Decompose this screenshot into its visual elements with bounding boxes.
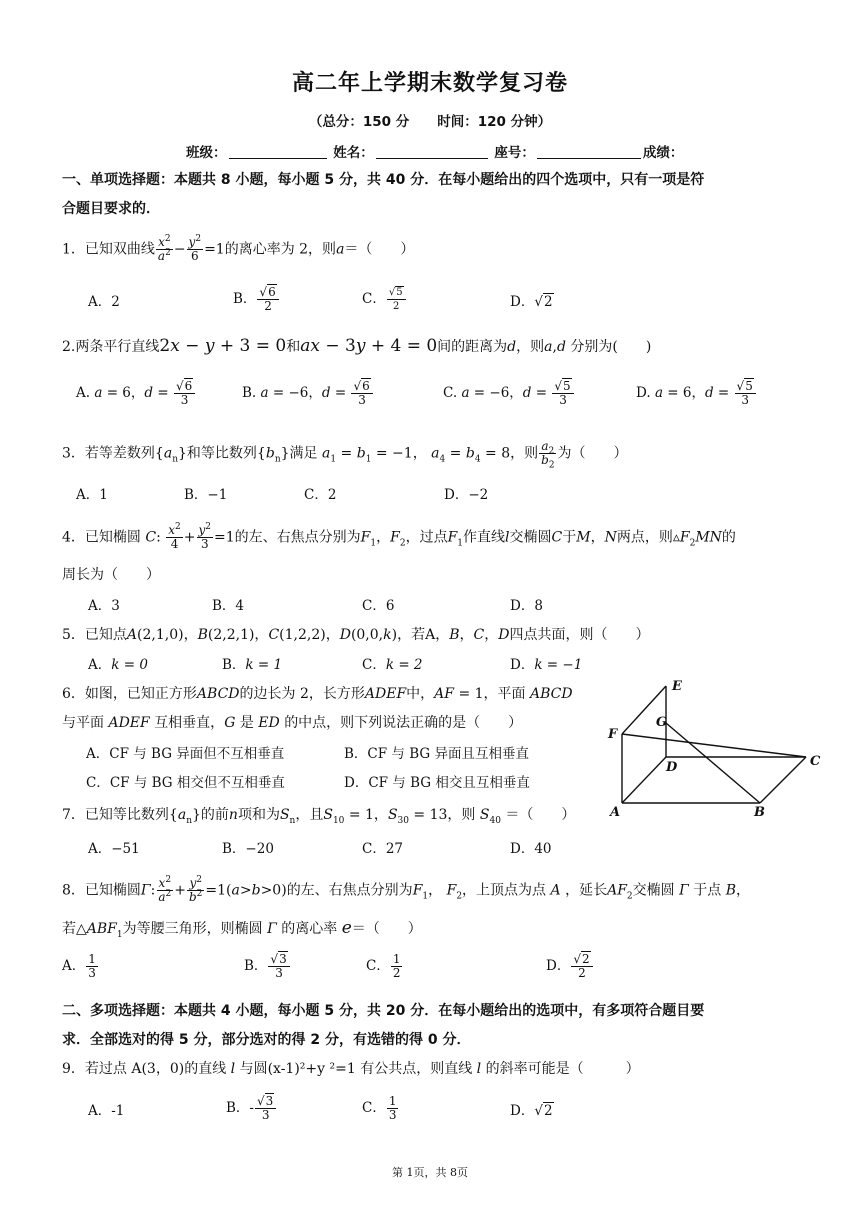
q4-option-c[interactable]: C．6 <box>362 598 395 614</box>
fig-label-b: B <box>754 805 765 820</box>
question-1: 1．已知双曲线 $\frac{x^2}{a^2}$ − $\frac{y^2}{6}$ =1的离心率为 2，则a＝（ ） <box>62 234 415 263</box>
question-6-line2: 与平面 ADEF 互相垂直，G 是 ED 的中点，则下列说法正确的是（ ） <box>62 715 523 731</box>
q1-option-c[interactable]: C． $\frac{√5}{2}$ <box>362 286 407 313</box>
question-4-line1: 4．已知椭圆 C: $\frac{x^2}{4}$ + $\frac{y^2}{3}$ =1的左、右焦点分别为$F_1$，$F_2$，过点$F_1$作直线l交椭圆C于M，N两点，则$▵F_2MN$的 <box>62 522 736 551</box>
section1-heading-line1: 一、单项选择题：本题共 8 小题，每小题 5 分，共 40 分．在每小题给出的四个选项中，只有一项是符 <box>62 172 705 188</box>
class-blank[interactable] <box>229 144 327 159</box>
question-3: 3．若等差数列$\{a_n\}$和等比数列$\{b_n\}$满足 $a_1 = b_1 = -1$， $a_4 = b_4 = 8$，则 $\frac{a_2}{b_2}$ 为（ ） <box>62 439 628 471</box>
q7-option-c[interactable]: C．27 <box>362 841 404 857</box>
q1-option-d[interactable]: D．√2 <box>510 294 553 310</box>
q1-option-a[interactable]: A．2 <box>88 294 120 310</box>
q3-option-c[interactable]: C．2 <box>304 487 337 503</box>
total-score: （总分：150 分 <box>308 114 410 130</box>
q9-option-b[interactable]: B．- $\frac{√3}{3}$ <box>226 1095 277 1122</box>
student-info <box>186 141 683 161</box>
question-7: 7．已知等比数列$\{a_n\}$的前n项和为$S_n$，且$S_{10} = 1$，$S_{30} = 13$，则 $S_{40}$ ＝（ ） <box>62 807 576 826</box>
section2-heading-line2: 求．全部选对的得 5 分，部分选对的得 2 分，有选错的得 0 分． <box>62 1032 471 1048</box>
question-2: 2.两条平行直线2x − y + 3 = 0和ax − 3y + 4 = 0间的距离为d，则a,d 分别为( ) <box>62 336 652 356</box>
q5-option-a[interactable]: A．k = 0 <box>88 657 148 673</box>
fig-label-e: E <box>672 679 682 694</box>
page-title: 高二年上学期末数学复习卷 <box>291 71 568 96</box>
q9-option-c[interactable]: C． $\frac{1}{3}$ <box>362 1094 397 1122</box>
q8-option-c[interactable]: C． $\frac{1}{2}$ <box>366 952 401 980</box>
q4-option-d[interactable]: D．8 <box>510 598 543 614</box>
q1-option-b[interactable]: B． $\frac{√6}{2}$ <box>233 286 280 313</box>
q3-option-a[interactable]: A．1 <box>76 487 108 503</box>
q7-option-d[interactable]: D．40 <box>510 841 552 857</box>
page-footer: 第 1页，共 8页 <box>392 1166 468 1179</box>
name-label: 姓名： <box>333 145 374 161</box>
section1-heading-line2: 合题目要求的． <box>62 201 160 217</box>
q9-option-d[interactable]: D．√2 <box>510 1103 553 1119</box>
exam-subtitle <box>0 110 860 130</box>
class-label: 班级： <box>186 145 227 161</box>
fig-label-a: A <box>610 805 621 820</box>
question-4-line2: 周长为（ ） <box>62 567 160 583</box>
q5-option-d[interactable]: D．k = −1 <box>510 657 583 673</box>
q7-option-b[interactable]: B．−20 <box>222 841 274 857</box>
grade-label: 成绩： <box>642 145 684 161</box>
q4-option-a[interactable]: A．3 <box>88 598 120 614</box>
seat-blank[interactable] <box>537 144 641 159</box>
question-8-line2: 若$\triangle ABF_1$为等腰三角形，则椭圆 Γ 的离心率 e＝（ ） <box>62 918 422 940</box>
q7-option-a[interactable]: A．−51 <box>88 841 140 857</box>
q3-option-d[interactable]: D．−2 <box>444 487 489 503</box>
section2-heading-line1: 二、多项选择题：本题共 4 小题，每小题 5 分，共 20 分．在每小题给出的选项中，有多项符合题目要 <box>62 1003 705 1019</box>
q2-option-a[interactable]: A. a = 6，d = $\frac{√6}{3}$ <box>76 380 196 407</box>
fig-label-c: C <box>810 754 821 769</box>
q9-option-a[interactable]: A．-1 <box>88 1103 125 1119</box>
q4-option-b[interactable]: B．4 <box>212 598 245 614</box>
q6-option-b[interactable]: B．CF 与 BG 异面且互相垂直 <box>344 746 529 762</box>
name-blank[interactable] <box>376 144 488 159</box>
fig-label-g: G <box>656 715 668 730</box>
question-5: 5．已知点A(2,1,0)，B(2,2,1)，C(1,2,2)，D(0,0,k)，若A，B，C，D四点共面，则（ ） <box>62 627 650 643</box>
q5-option-c[interactable]: C．k = 2 <box>362 657 423 673</box>
q2-option-d[interactable]: D. a = 6，d = $\frac{√5}{3}$ <box>636 380 757 407</box>
fig-label-f: F <box>608 727 618 742</box>
q2-option-b[interactable]: B. a = −6，d = $\frac{√6}{3}$ <box>242 380 374 407</box>
q3-option-b[interactable]: B．−1 <box>184 487 228 503</box>
question-9: 9．若过点 A(3，0)的直线 l 与圆(x-1)²+y ²=1 有公共点，则直线 l 的斜率可能是（ ） <box>62 1061 640 1077</box>
q8-option-a[interactable]: A． $\frac{1}{3}$ <box>62 952 96 980</box>
q6-option-d[interactable]: D．CF 与 BG 相交且互相垂直 <box>344 775 530 791</box>
q6-option-a[interactable]: A．CF 与 BG 异面但不互相垂直 <box>86 746 285 762</box>
exam-time: 时间：120 分钟） <box>437 114 552 130</box>
q6-geometry-figure <box>600 672 832 822</box>
q8-option-b[interactable]: B． $\frac{√3}{3}$ <box>244 953 291 980</box>
q8-option-d[interactable]: D． $\frac{√2}{2}$ <box>546 953 594 980</box>
seat-label: 座号： <box>494 145 535 161</box>
q2-option-c[interactable]: C. a = −6，d = $\frac{√5}{3}$ <box>443 380 575 407</box>
q5-option-b[interactable]: B．k = 1 <box>222 657 283 673</box>
question-6-line1: 6．如图，已知正方形ABCD的边长为 2，长方形ADEF中，AF = 1，平面 ABCD <box>62 686 573 702</box>
q6-option-c[interactable]: C．CF 与 BG 相交但不互相垂直 <box>86 775 285 791</box>
question-8-line1: 8．已知椭圆Γ: $\frac{x^2}{a^2}$ + $\frac{y^2}{b^2}$ =1(a>b>0)的左、右焦点分别为$F_1$， $F_2$，上顶点为点 A ，延长$AF_2$交椭圆 Γ 于点 B， <box>62 875 751 904</box>
fig-label-d: D <box>666 760 678 775</box>
